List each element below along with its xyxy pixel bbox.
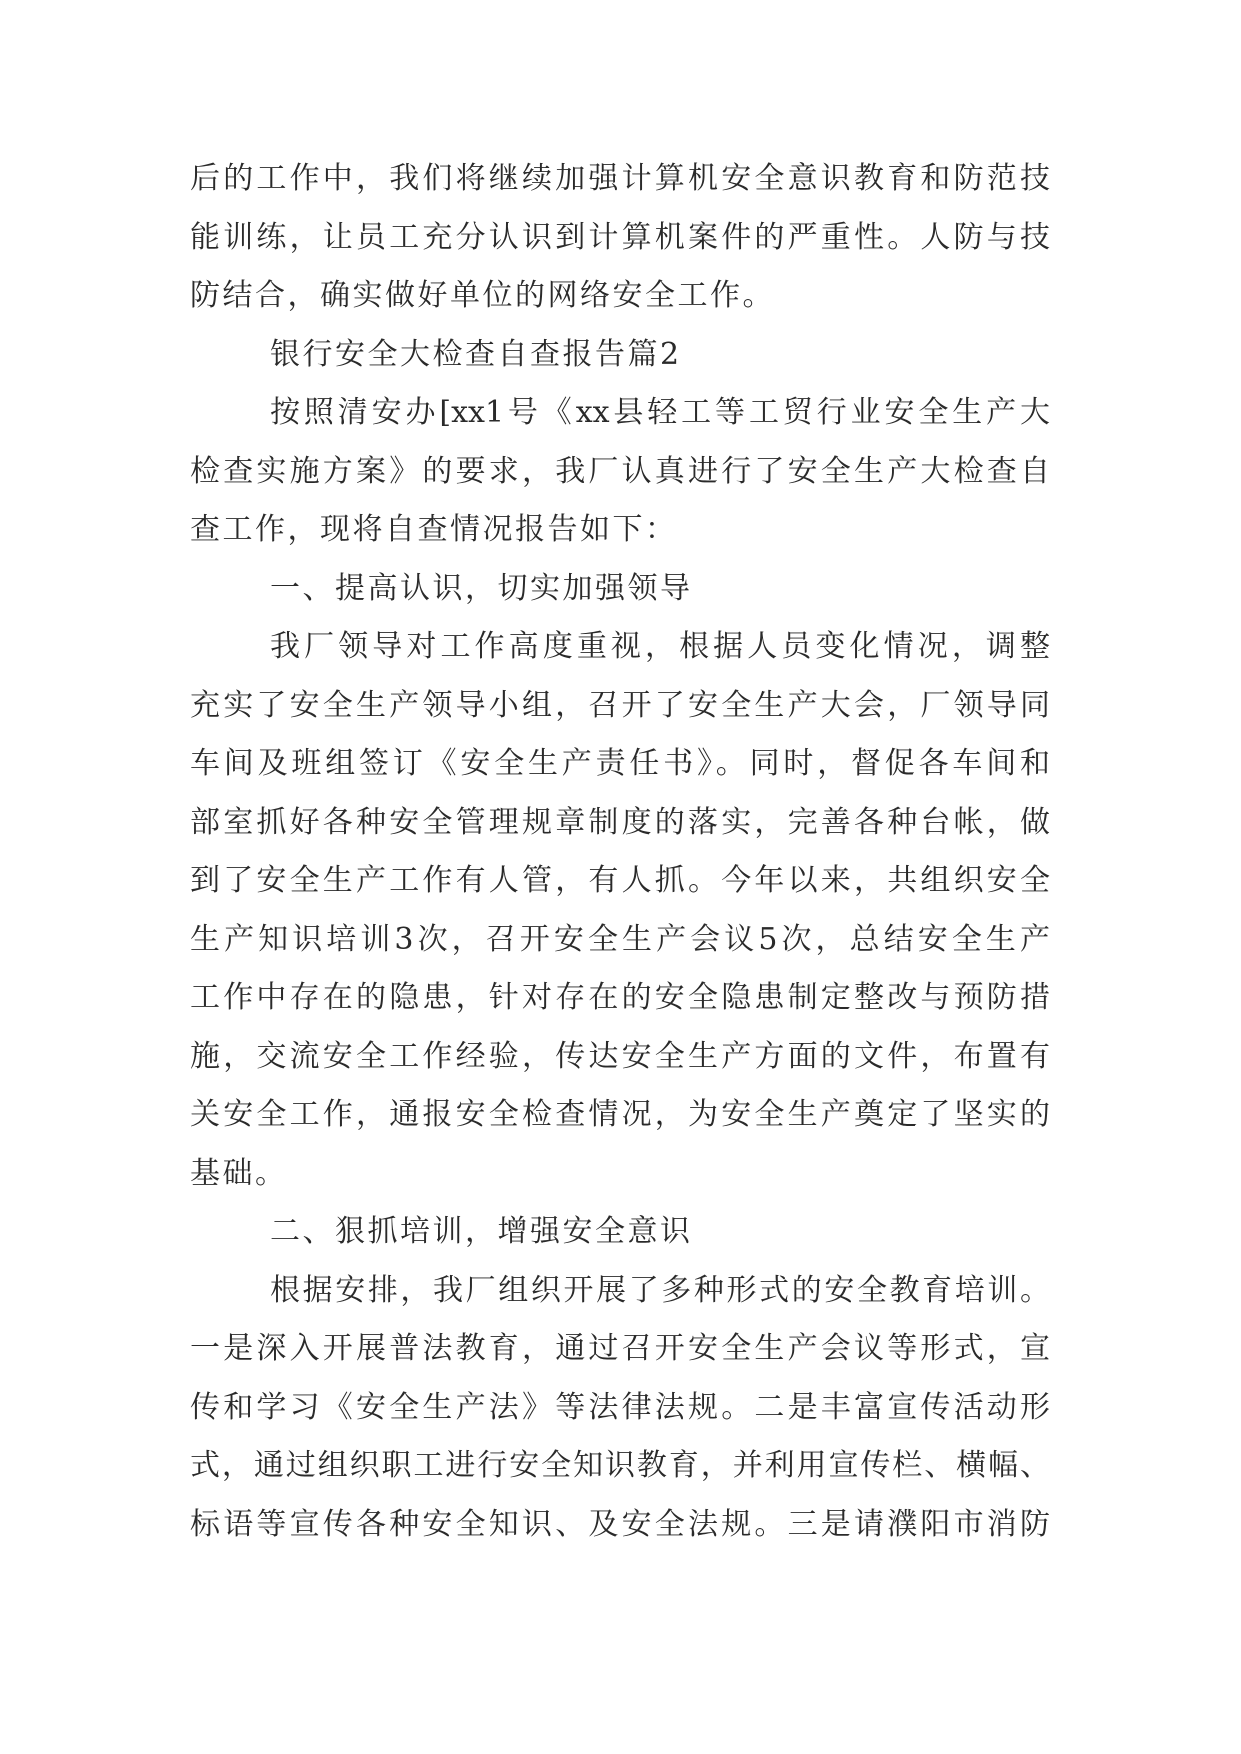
body-line-6: 检查实施方案》的要求，我厂认真进行了安全生产大检查自 — [190, 453, 1050, 489]
body-line-20: 根据安排，我厂组织开展了多种形式的安全教育培训。 — [270, 1272, 1050, 1308]
body-line-13: 到了安全生产工作有人管，有人抓。今年以来，共组织安全 — [190, 863, 1050, 898]
body-line-16: 施，交流安全工作经验，传达安全生产方面的文件，布置有 — [190, 1038, 1050, 1074]
body-line-9: 我厂领导对工作高度重视，根据人员变化情况，调整 — [270, 629, 1050, 664]
body-line-1: 后的工作中，我们将继续加强计算机安全意识教育和防范技 — [190, 161, 1050, 196]
body-line-24: 标语等宣传各种安全知识、及安全法规。三是请濮阳市消防 — [190, 1506, 1050, 1542]
body-line-10: 充实了安全生产领导小组，召开了安全生产大会，厂领导同 — [190, 687, 1050, 723]
heading-two: 二、狠抓培训，增强安全意识 — [270, 1214, 693, 1249]
body-line-2: 能训练，让员工充分认识到计算机案件的严重性。人防与技 — [190, 219, 1050, 255]
body-line-12: 部室抓好各种安全管理规章制度的落实，完善各种台帐，做 — [190, 804, 1050, 840]
document-body — [190, 150, 1050, 1554]
body-line-23: 式，通过组织职工进行安全知识教育，并利用宣传栏、横幅、 — [190, 1448, 1050, 1483]
body-line-5: 按照清安办[xx1号《xx县轻工等工贸行业安全生产大 — [270, 395, 1050, 430]
body-line-11: 车间及班组签订《安全生产责任书》。同时，督促各车间和 — [190, 746, 1050, 781]
body-line-3: 防结合，确实做好单位的网络安全工作。 — [190, 278, 775, 313]
section-title: 银行安全大检查自查报告篇2 — [270, 336, 682, 372]
body-line-14: 生产知识培训3次，召开安全生产会议5次，总结安全生产 — [190, 921, 1050, 957]
body-line-15: 工作中存在的隐患，针对存在的安全隐患制定整改与预防措 — [190, 980, 1050, 1015]
heading-one: 一、提高认识，切实加强领导 — [270, 570, 693, 606]
body-line-21: 一是深入开展普法教育，通过召开安全生产会议等形式，宣 — [190, 1331, 1050, 1366]
body-line-17: 关安全工作，通报安全检查情况，为安全生产奠定了坚实的 — [190, 1097, 1050, 1132]
body-line-7: 查工作，现将自查情况报告如下： — [190, 512, 678, 547]
body-line-18: 基础。 — [190, 1155, 288, 1191]
body-line-22: 传和学习《安全生产法》等法律法规。二是丰富宣传活动形 — [190, 1389, 1050, 1425]
